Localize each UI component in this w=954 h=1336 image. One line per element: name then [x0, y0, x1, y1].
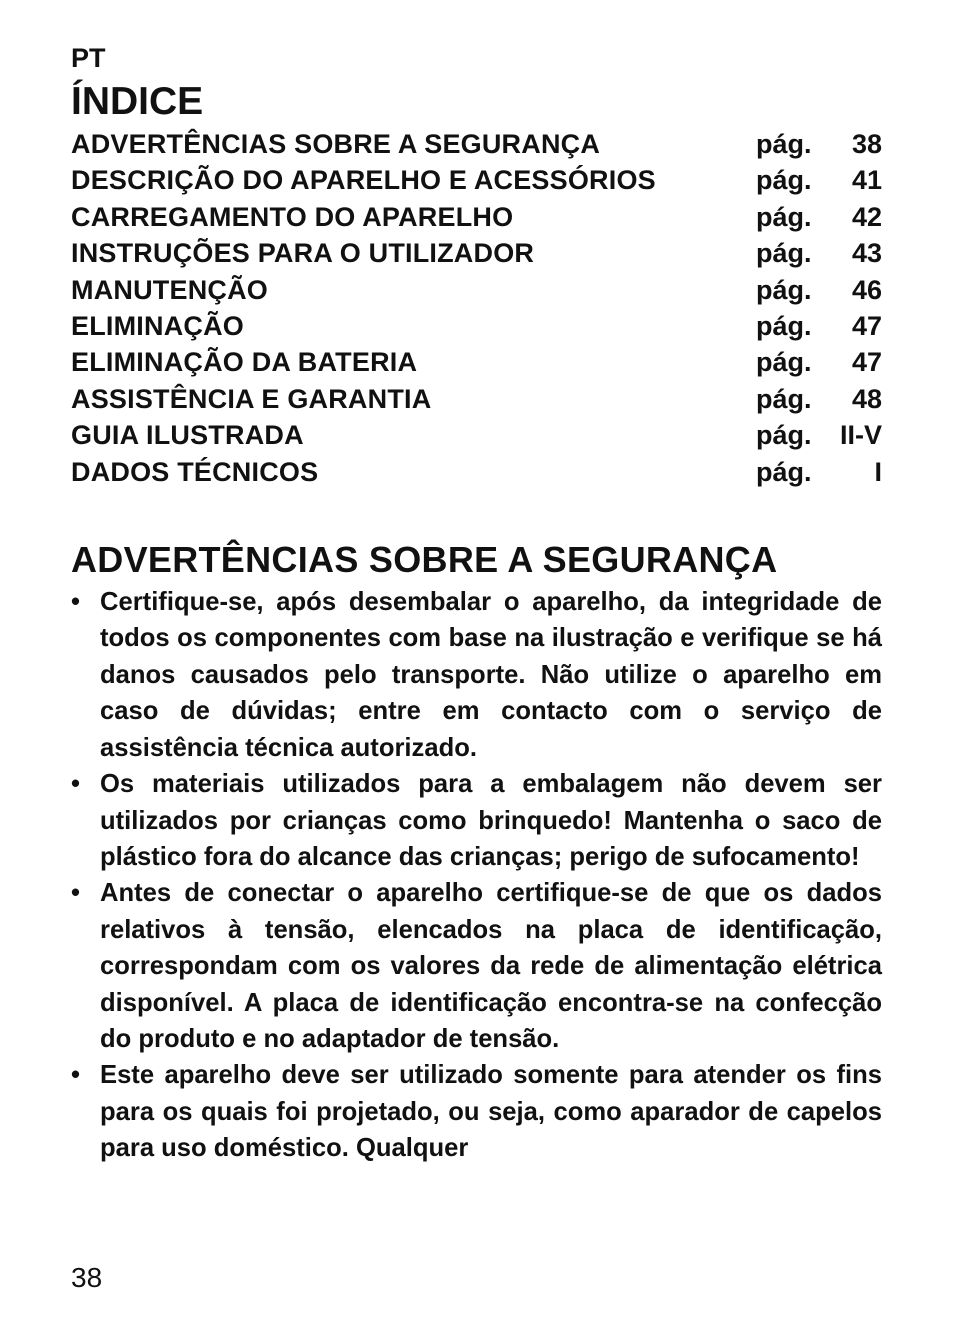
toc-entry	[71, 381, 882, 417]
bullet-icon: •	[71, 770, 80, 799]
list-item-text: Os materiais utilizados para a embalagem não devem ser utilizados por crianças como brinquedo! Mantenha o saco de plástico fora do alcance das crianças; perigo de sufocamento!	[100, 770, 882, 871]
toc-entry-title: MANUTENÇÃO	[71, 274, 268, 305]
toc-entry-page: 42	[851, 201, 882, 232]
list-item	[71, 584, 882, 766]
toc-entry-pag-label: pág.	[756, 383, 812, 414]
toc-entry-pag-label: pág.	[756, 201, 812, 232]
list-item	[71, 875, 882, 1057]
toc-entry-page: 41	[851, 165, 882, 196]
bullet-icon: •	[71, 1061, 80, 1090]
toc-entry-page: 43	[851, 238, 882, 269]
toc-entry-page: 47	[851, 311, 882, 342]
bullet-icon: •	[71, 879, 80, 908]
language-label: PT	[71, 43, 106, 73]
list-item-text: Antes de conectar o aparelho certifique-se de que os dados relativos à tensão, elencados na placa de identificação, correspondam com os valores da rede de alimentação elétrica disponível. A placa de identificação encontra-se na confecção do produto e no adaptador de tensão.	[100, 879, 882, 1053]
table-of-contents	[71, 126, 882, 490]
toc-entry-title: CARREGAMENTO DO APARELHO	[71, 201, 514, 232]
toc-entry	[71, 308, 882, 344]
list-item-text: Este aparelho deve ser utilizado somente para atender os fins para os quais foi projetado, ou seja, como aparador de capelos para uso doméstico. Qualquer	[100, 1061, 882, 1163]
toc-entry	[71, 235, 882, 271]
safety-heading: ADVERTÊNCIAS SOBRE A SEGURANÇA	[71, 539, 778, 581]
toc-entry-title: ADVERTÊNCIAS SOBRE A SEGURANÇA	[71, 129, 601, 159]
toc-entry	[71, 126, 882, 162]
toc-entry	[71, 454, 882, 490]
toc-entry-title: DADOS TÉCNICOS	[71, 456, 319, 487]
index-heading: ÍNDICE	[71, 80, 204, 123]
toc-entry-title: INSTRUÇÕES PARA O UTILIZADOR	[71, 238, 535, 269]
toc-entry-pag-label: pág.	[756, 420, 812, 451]
toc-entry	[71, 417, 882, 453]
toc-entry	[71, 199, 882, 235]
toc-entry-title: GUIA ILUSTRADA	[71, 420, 304, 451]
document-page	[71, 40, 882, 1167]
toc-entry-page: I	[874, 456, 882, 487]
toc-entry-pag-label: pág.	[756, 456, 812, 487]
toc-entry-page: 47	[851, 347, 882, 378]
list-item-text: Certifique-se, após desembalar o aparelho, da integridade de todos os componentes com base na ilustração e verifique se há danos causados pelo transporte. Não utilize o aparelho em caso de dúvidas; entre em contacto com o serviço de assistência técnica autorizado.	[100, 588, 882, 762]
toc-entry-pag-label: pág.	[756, 165, 812, 196]
toc-entry	[71, 162, 882, 198]
toc-entry-pag-label: pág.	[756, 238, 812, 269]
toc-entry-pag-label: pág.	[756, 129, 812, 159]
toc-entry-page: 46	[851, 274, 882, 305]
toc-entry-page: II-V	[839, 420, 882, 451]
toc-entry-page: 38	[851, 129, 882, 159]
toc-entry-title: ASSISTÊNCIA E GARANTIA	[71, 383, 432, 414]
toc-entry	[71, 272, 882, 308]
toc-entry-pag-label: pág.	[756, 311, 812, 342]
toc-entry-pag-label: pág.	[756, 274, 812, 305]
list-item	[71, 766, 882, 875]
toc-entry-page: 48	[851, 383, 882, 414]
bullet-icon: •	[71, 588, 80, 617]
toc-entry-title: ELIMINAÇÃO DA BATERIA	[71, 347, 418, 378]
toc-entry-pag-label: pág.	[756, 347, 812, 378]
safety-list	[71, 584, 882, 1167]
page-number: 38	[71, 1262, 103, 1293]
list-item	[71, 1057, 882, 1166]
toc-entry-title: DESCRIÇÃO DO APARELHO E ACESSÓRIOS	[71, 165, 656, 196]
toc-entry	[71, 344, 882, 380]
toc-entry-title: ELIMINAÇÃO	[71, 311, 244, 342]
